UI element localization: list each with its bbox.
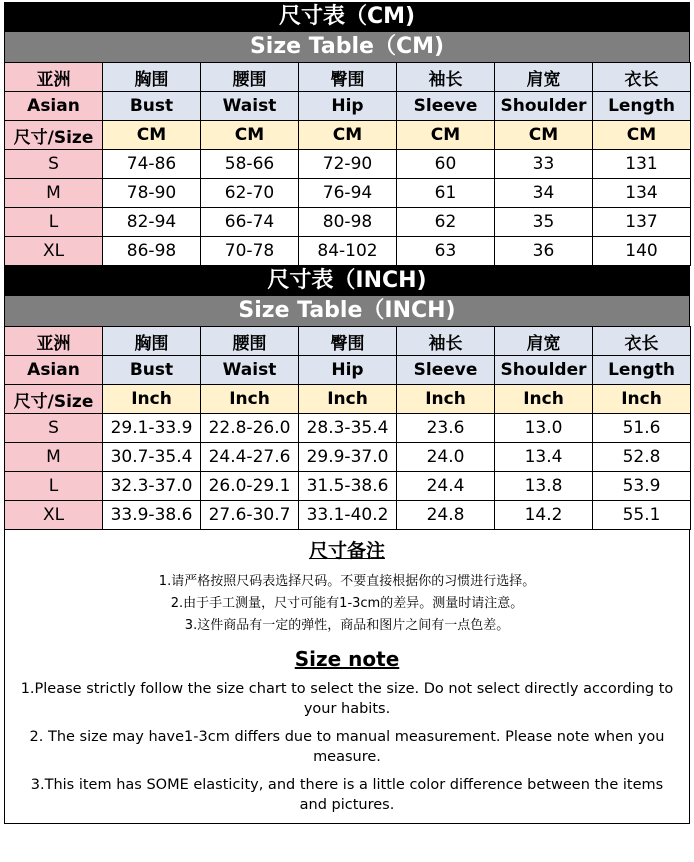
value-cell: 14.2 [495,501,593,530]
unit-cell: Inch [593,385,691,414]
header-cell: Length [593,92,691,121]
header-cell: 胸围 [103,63,201,92]
notes-cn-list [5,571,689,637]
unit-cell: Inch [299,385,397,414]
value-cell: 35 [495,208,593,237]
unit-cell: Inch [397,385,495,414]
size-chart-sheet [4,2,690,824]
value-cell: 31.5-38.6 [299,472,397,501]
value-cell: 30.7-35.4 [103,443,201,472]
value-cell: 82-94 [103,208,201,237]
value-cell: 36 [495,237,593,266]
value-cell: 80-98 [299,208,397,237]
header-cell: Waist [201,92,299,121]
size-cell: M [5,443,103,472]
table-row [5,179,691,208]
unit-cell: CM [495,121,593,150]
inch-title-en: Size Table（INCH) [4,296,690,326]
header-cell: 腰围 [201,327,299,356]
value-cell: 70-78 [201,237,299,266]
value-cell: 34 [495,179,593,208]
cm-header-row-en [5,92,691,121]
value-cell: 86-98 [103,237,201,266]
unit-cell: CM [593,121,691,150]
header-cell: 衣长 [593,327,691,356]
value-cell: 24.0 [397,443,495,472]
header-cell: 亚洲 [5,327,103,356]
unit-cell: CM [397,121,495,150]
header-cell: 臀围 [299,63,397,92]
header-cell: Hip [299,92,397,121]
table-row [5,237,691,266]
note-en: 3.This item has SOME elasticity, and there is a little color difference between the items and pictures. [30,777,664,813]
value-cell: 51.6 [593,414,691,443]
header-cell: 亚洲 [5,63,103,92]
value-cell: 53.9 [593,472,691,501]
header-cell: 肩宽 [495,63,593,92]
size-cell: XL [5,501,103,530]
inch-unit-row [5,385,691,414]
header-cell: 袖长 [397,63,495,92]
value-cell: 13.0 [495,414,593,443]
value-cell: 33.9-38.6 [103,501,201,530]
value-cell: 33.1-40.2 [299,501,397,530]
value-cell: 29.9-37.0 [299,443,397,472]
unit-cell: CM [299,121,397,150]
header-cell: Sleeve [397,92,495,121]
value-cell: 27.6-30.7 [201,501,299,530]
value-cell: 13.4 [495,443,593,472]
inch-header-row-cn [5,327,691,356]
value-cell: 61 [397,179,495,208]
note-cn: 1.请严格按照尺码表选择尺码。不要直接根据你的习惯进行选择。 [158,574,536,589]
header-cell: Hip [299,356,397,385]
header-cell: 肩宽 [495,327,593,356]
inch-size-table [4,326,691,530]
header-cell: Bust [103,92,201,121]
unit-cell: Inch [201,385,299,414]
value-cell: 137 [593,208,691,237]
header-cell: 衣长 [593,63,691,92]
value-cell: 78-90 [103,179,201,208]
value-cell: 23.6 [397,414,495,443]
inch-title-cn: 尺寸表（INCH) [4,266,690,296]
value-cell: 26.0-29.1 [201,472,299,501]
table-row [5,443,691,472]
value-cell: 63 [397,237,495,266]
notes-title-cn: 尺寸备注 [308,540,385,562]
value-cell: 131 [593,150,691,179]
header-cell: Shoulder [495,92,593,121]
table-row [5,414,691,443]
value-cell: 22.8-26.0 [201,414,299,443]
value-cell: 32.3-37.0 [103,472,201,501]
size-cell: S [5,414,103,443]
value-cell: 66-74 [201,208,299,237]
table-row [5,150,691,179]
cm-header-row-cn [5,63,691,92]
header-cell: Bust [103,356,201,385]
size-cell: S [5,150,103,179]
value-cell: 52.8 [593,443,691,472]
size-cell: L [5,472,103,501]
header-cell: Waist [201,356,299,385]
header-cell: 胸围 [103,327,201,356]
size-notes [4,530,690,824]
value-cell: 55.1 [593,501,691,530]
header-cell: Asian [5,356,103,385]
value-cell: 76-94 [299,179,397,208]
unit-cell: CM [201,121,299,150]
inch-header-row-en [5,356,691,385]
header-cell: Asian [5,92,103,121]
unit-cell: CM [103,121,201,150]
unit-cell: Inch [103,385,201,414]
table-row [5,501,691,530]
cm-title-cn: 尺寸表（CM) [4,2,690,32]
cm-unit-row [5,121,691,150]
unit-cell: 尺寸/Size [5,385,103,414]
header-cell: Shoulder [495,356,593,385]
value-cell: 24.4-27.6 [201,443,299,472]
size-cell: M [5,179,103,208]
unit-cell: 尺寸/Size [5,121,103,150]
cm-size-table [4,62,691,266]
header-cell: 臀围 [299,327,397,356]
value-cell: 72-90 [299,150,397,179]
value-cell: 62 [397,208,495,237]
notes-title-en: Size note [294,647,400,671]
cm-title-en: Size Table（CM) [4,32,690,62]
value-cell: 29.1-33.9 [103,414,201,443]
value-cell: 58-66 [201,150,299,179]
value-cell: 62-70 [201,179,299,208]
table-row [5,208,691,237]
value-cell: 140 [593,237,691,266]
value-cell: 134 [593,179,691,208]
note-cn: 3.这件商品有一定的弹性，商品和图片之间有一点色差。 [184,618,510,633]
value-cell: 24.8 [397,501,495,530]
size-cell: XL [5,237,103,266]
value-cell: 74-86 [103,150,201,179]
unit-cell: Inch [495,385,593,414]
value-cell: 24.4 [397,472,495,501]
header-cell: Length [593,356,691,385]
header-cell: 袖长 [397,327,495,356]
size-cell: L [5,208,103,237]
note-cn: 2.由于手工测量，尺寸可能有1-3cm的差异。测量时请注意。 [170,596,524,611]
value-cell: 33 [495,150,593,179]
value-cell: 60 [397,150,495,179]
header-cell: Sleeve [397,356,495,385]
header-cell: 腰围 [201,63,299,92]
value-cell: 84-102 [299,237,397,266]
value-cell: 28.3-35.4 [299,414,397,443]
note-en: 1.Please strictly follow the size chart to select the size. Do not select directly according to your habits. [20,681,674,717]
table-row [5,472,691,501]
value-cell: 13.8 [495,472,593,501]
note-en: 2. The size may have1-3cm differs due to manual measurement. Please note when you measure. [29,729,665,765]
